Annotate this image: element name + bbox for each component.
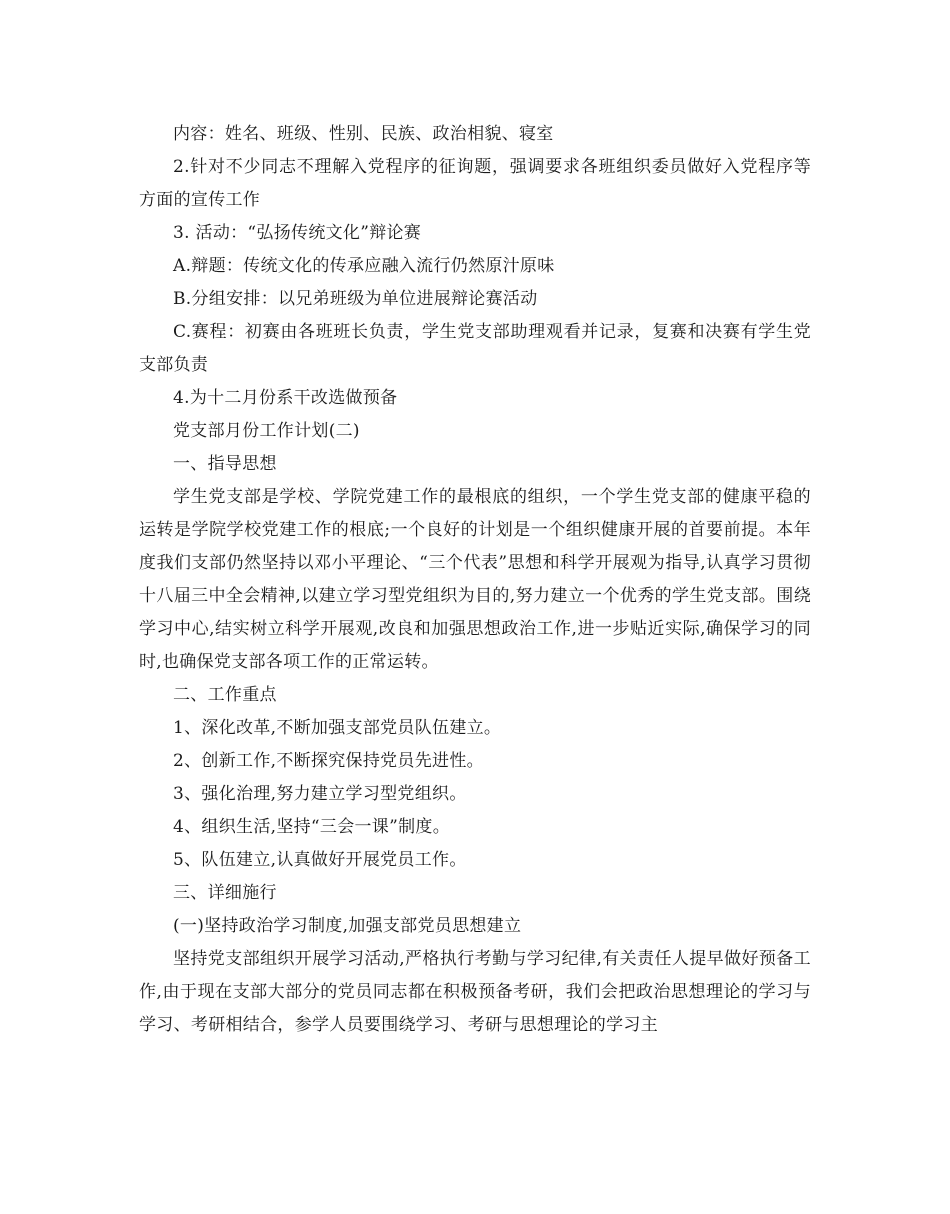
paragraph-contents-fields: 内容：姓名、班级、性别、民族、政治相貌、寝室 xyxy=(173,124,554,144)
list-item-focus-4: 4、组织生活,坚持“三会一课”制度。 xyxy=(173,817,451,837)
heading-implementation: 三、详细施行 xyxy=(173,883,277,903)
list-item-focus-5: 5、队伍建立,认真做好开展党员工作。 xyxy=(173,850,467,870)
list-item-focus-1: 1、深化改革,不断加强支部党员队伍建立。 xyxy=(173,718,502,738)
paragraph-item-3: 3. 活动：“弘扬传统文化”辩论赛 xyxy=(173,223,422,243)
paragraph-item-2: 2.针对不少同志不理解入党程序的征询题，强调要求各班组织委员做好入党程序等方面的宣传工作 xyxy=(139,157,811,210)
section-title: 党支部月份工作计划(二) xyxy=(173,421,360,441)
paragraph-item-c: C.赛程：初赛由各班班长负责，学生党支部助理观看并记录，复赛和决赛有学生党支部负责 xyxy=(139,322,811,375)
list-item-focus-3: 3、强化治理,努力建立学习型党组织。 xyxy=(173,784,467,804)
paragraph-guiding-ideology: 学生党支部是学校、学院党建工作的最根底的组织，一个学生党支部的健康平稳的运转是学院学校党建工作的根底;一个良好的计划是一个组织健康开展的首要前提。本年度我们支部仍然坚持以邓小平理论、“三个代表”思想和科学开展观为指导,认真学习贯彻十八届三中全会精神,以建立学习型党组织为目的,努力建立一个优秀的学生党支部。围绕学习中心,结实树立科学开展观,改良和加强思想政治工作,进一步贴近实际,确保学习的同时,也确保党支部各项工作的正常运转。 xyxy=(139,487,811,672)
heading-guiding-ideology: 一、指导思想 xyxy=(173,454,277,474)
paragraph-item-a: A.辩题：传统文化的传承应融入流行仍然原汁原味 xyxy=(173,256,555,276)
list-item-focus-2: 2、创新工作,不断探究保持党员先进性。 xyxy=(173,751,484,771)
paragraph-item-b: B.分组安排：以兄弟班级为单位进展辩论赛活动 xyxy=(173,289,538,309)
document-body xyxy=(139,118,811,1042)
subheading-political-study: (一)坚持政治学习制度,加强支部党员思想建立 xyxy=(173,916,522,936)
paragraph-political-study: 坚持党支部组织开展学习活动,严格执行考勤与学习纪律,有关责任人提早做好预备工作,由于现在支部大部分的党员同志都在积极预备考研，我们会把政治思想理论的学习与学习、考研相结合，参学人员要围绕学习、考研与思想理论的学习主 xyxy=(139,949,811,1035)
heading-work-focus: 二、工作重点 xyxy=(173,685,277,705)
paragraph-item-4: 4.为十二月份系干改选做预备 xyxy=(173,388,398,408)
